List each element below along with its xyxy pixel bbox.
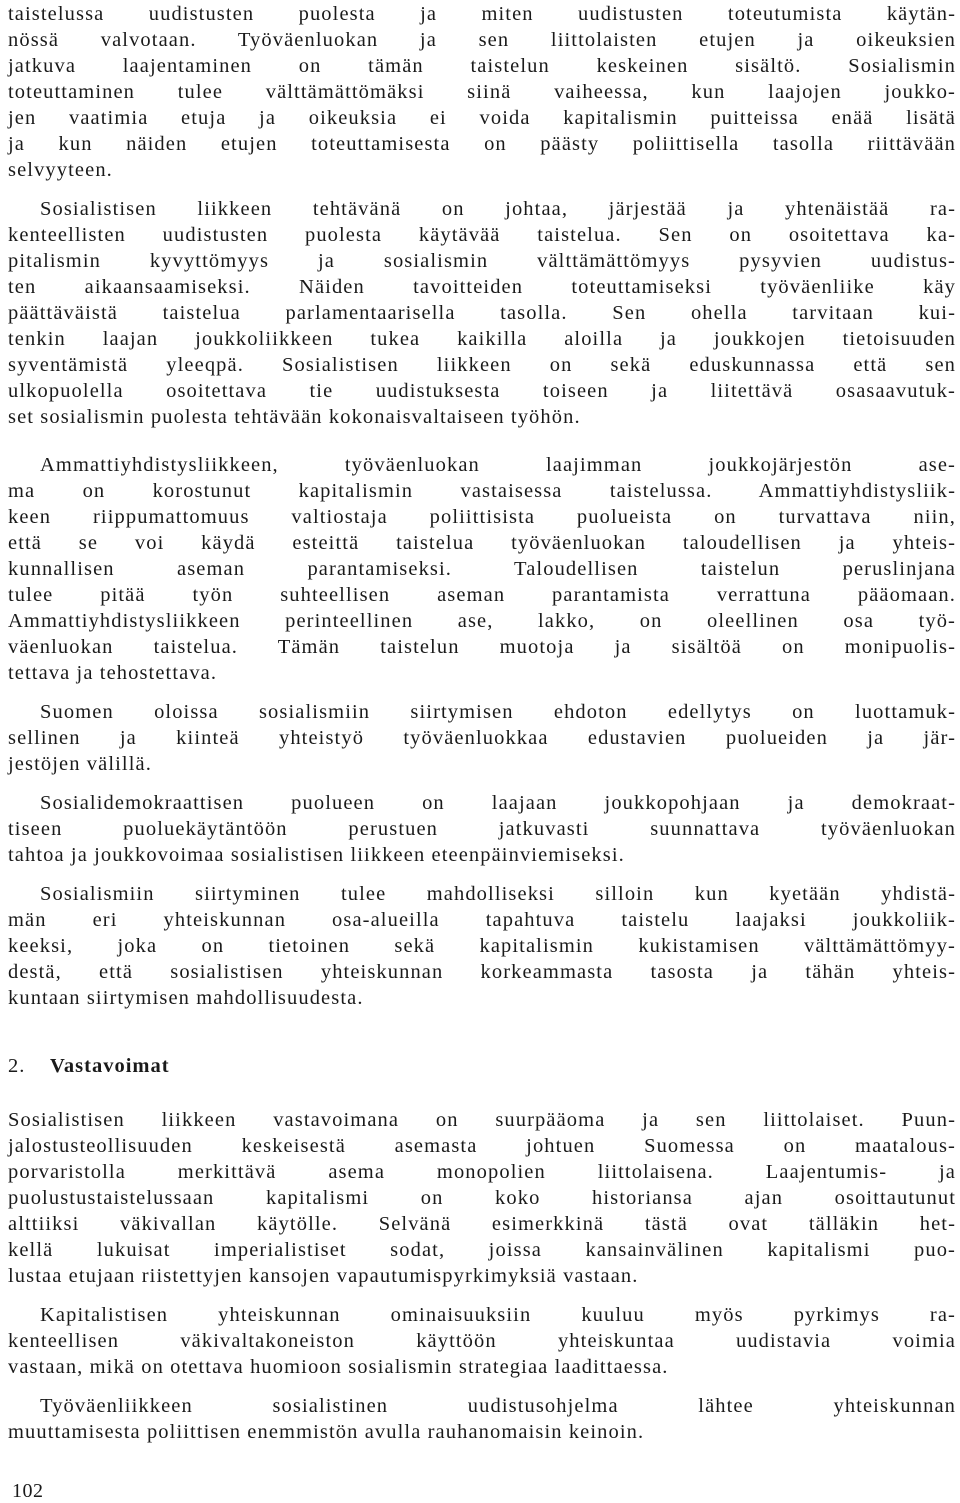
text-line: destä, että sosialistisen yhteiskunnan korkeammasta tasosta ja tähän yhteis- [8,961,956,983]
section-number: 2. [8,1055,26,1077]
text-line: syventämistä yleeqpä. Sosialistisen liikkeen on sekä eduskunnassa että sen [8,354,956,376]
text-line: tiseen puoluekäytäntöön perustuen jatkuvasti suunnattava työväenluokan [8,818,956,840]
paragraph-4 [8,699,956,777]
text-line: jestöjen välillä. [8,753,152,775]
text-line: set sosialismin puolesta tehtävään kokonaisvaltaiseen työhön. [8,406,581,428]
text-line: män eri yhteiskunnan osa-alueilla tapahtuva taistelu laajaksi joukkoliik- [8,909,956,931]
paragraph-1 [8,1,956,183]
text-line: kuntaan siirtymisen mahdollisuudesta. [8,987,364,1009]
text-line: Sosialistisen liikkeen tehtävänä on johtaa, järjestää ja yhtenäistää ra- [40,198,956,220]
text-line: porvaristolla merkittävä asema monopolien liittolaisena. Laajentumis- ja [8,1161,956,1183]
text-line: selvyyteen. [8,159,113,181]
text-line: kenteellisen väkivaltakoneiston käyttöön yhteiskuntaa uudistavia voimia [8,1330,956,1352]
text-line: tahtoa ja joukkovoimaa sosialistisen liikkeen eteenpäinviemiseksi. [8,844,625,866]
text-line: ulkopuolella osoitettava tie uudistuksesta toiseen ja liitettävä osasaavutuk- [8,380,956,402]
text-line: ma on korostunut kapitalismin vastaisessa taistelussa. Ammattiyhdistysliik- [8,480,956,502]
text-line: ja kun näiden etujen toteuttamisesta on päästy poliittisella tasolla riittävään [8,133,956,155]
text-line: tettava ja tehostettava. [8,662,218,684]
section-title: Vastavoimat [50,1055,170,1077]
text-line: jen vaatimia etuja ja oikeuksia ei voida kapitalismin puitteissa enää lisätä [8,107,956,129]
section-heading [8,1053,956,1079]
text-line: jalostusteollisuuden keskeisestä asemasta johtuen Suomessa on maatalous- [8,1135,956,1157]
text-line: väenluokan taistelua. Tämän taistelun muotoja ja sisältöä on monipuolis- [8,636,956,658]
text-line: että se voi käydä esteittä taistelua työväenluokan taloudellisen ja yhteis- [8,532,956,554]
text-line: kunnallisen aseman parantamiseksi. Taloudellisen taistelun peruslinjana [8,558,956,580]
text-line: Sosialistisen liikkeen vastavoimana on suurpääoma ja sen liittolaiset. Puun- [8,1109,956,1131]
text-line: Kapitalistisen yhteiskunnan ominaisuuksiin kuuluu myös pyrkimys ra- [40,1304,956,1326]
text-line: keen riippumattomuus valtiostaja poliittisista puolueista on turvattava niin, [8,506,956,528]
paragraph-2 [8,196,956,430]
text-line: sellinen ja kiinteä yhteistyö työväenluokkaa edustavien puolueiden ja jär- [8,727,956,749]
text-line: päättäväistä taistelua parlamentaarisella tasolla. Sen ohella tarvitaan kui- [8,302,956,324]
text-line: pitalismin kyvyttömyys ja sosialismin välttämättömyys pysyvien uudistus- [8,250,956,272]
text-line: alttiiksi väkivallan käytölle. Selvänä esimerkkinä tästä ovat tälläkin het- [8,1213,956,1235]
section-paragraph-3 [8,1393,956,1445]
text-line: kenteellisten uudistusten puolesta käytävää taistelua. Sen on osoitettava ka- [8,224,956,246]
text-line: Ammattiyhdistysliikkeen, työväenluokan laajimman joukkojärjestön ase- [40,454,956,476]
text-line: Sosialidemokraattisen puolueen on laajaan joukkopohjaan ja demokraat- [40,792,956,814]
text-line: nössä valvotaan. Työväenluokan ja sen liittolaisten etujen ja oikeuksien [8,29,956,51]
section-paragraph-2 [8,1302,956,1380]
document-page [8,0,956,1458]
text-line: lustaa etujaan riistettyjen kansojen vapautumispyrkimyksiä vastaan. [8,1265,639,1287]
text-line: ten aikaansaamiseksi. Näiden tavoitteiden toteuttamiseksi työväenliike käy [8,276,956,298]
text-line: toteuttaminen tulee välttämättömäksi siinä vaiheessa, kun laajojen joukko- [8,81,956,103]
text-line: muuttamisesta poliittisen enemmistön avulla rauhanomaisin keinoin. [8,1421,645,1443]
text-line: keeksi, joka on tietoinen sekä kapitalismin kukistamisen välttämättömyy- [8,935,956,957]
text-line: puolustustaistelussaan kapitalismi on koko historiansa ajan osoittautunut [8,1187,956,1209]
section-paragraph-1 [8,1107,956,1289]
text-line: Työväenliikkeen sosialistinen uudistusohjelma lähtee yhteiskunnan [40,1395,956,1417]
text-line: taistelussa uudistusten puolesta ja miten uudistusten toteutumista käytän- [8,3,956,25]
text-line: vastaan, mikä on otettava huomioon sosialismin strategiaa laadittaessa. [8,1356,669,1378]
text-line: kellä lukuisat imperialistiset sodat, joissa kansainvälinen kapitalismi puo- [8,1239,956,1261]
text-line: Sosialismiin siirtyminen tulee mahdolliseksi silloin kun kyetään yhdistä- [40,883,956,905]
text-line: Ammattiyhdistysliikkeen perinteellinen ase, lakko, on oleellinen osa työ- [8,610,956,632]
text-line: Suomen oloissa sosialismiin siirtymisen ehdoton edellytys on luottamuk- [40,701,956,723]
page-number: 102 [12,1480,44,1502]
text-line: tenkin laajan joukkoliikkeen tukea kaikilla aloilla ja joukkojen tietoisuuden [8,328,956,350]
paragraph-6 [8,881,956,1011]
text-line: jatkuva laajentaminen on tämän taistelun keskeinen sisältö. Sosialismin [8,55,956,77]
paragraph-5 [8,790,956,868]
text-line: tulee pitää työn suhteellisen aseman parantamista verrattuna pääomaan. [8,584,956,606]
paragraph-3 [8,452,956,686]
